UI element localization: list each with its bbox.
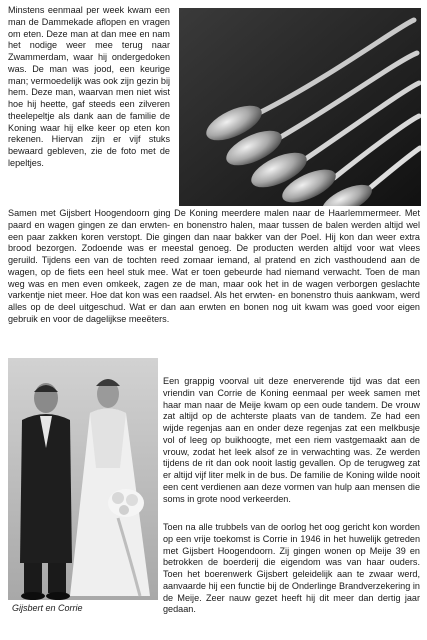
photo-wedding-couple <box>8 358 158 600</box>
text-block-jewish-man <box>8 5 170 170</box>
photo-teaspoons <box>179 8 421 206</box>
paragraph-2: Samen met Gijsbert Hoogendoorn ging De Koning meerdere malen naar de Haarlemmermeer. Met paard en wagen gingen ze dan erwten- en bonenstro halen, maar tussen de balen werden altijd wel een paar zakken koren verstopt. Die gingen dan naar bakker van der Poel. Hij kon dan weer extra brood bezorgen. Zodoende was er meestal genoeg. De producten werden altijd voor wat vlees geruild. Tijdens een van de tochten reed zomaar iemand, al pratend en zich vasthoudend aan de wagen, op de fiets een heel stuk mee. Wat er toen gebeurde had niemand verwacht. Toen de man weg was en men even omkeek, zagen ze de man, maar ook het in de wagen verborgen geslachte varkentje niet meer. Hoe dat kon was een raadsel. Als het erwten- en bonenstro thuis aankwam, werd alles op de deel uitgeschud. Wat er dan aan erwten en bonen nog uit kwam was goed voor eigen gebruik en voor de dagelijkse meeëters. <box>8 208 420 324</box>
paragraph-1: Minstens eenmaal per week kwam een man de Dammekade aflopen en vragen om eten. Deze man at dan mee en nam het nodige weer mee terug naar Zwammerdam, waar hij ondergedoken was. De man was jood, een keurige man; vermoedelijk was ook zijn gezin bij hem. Deze man, waarvan men niet wist hoe hij heette, gaf steeds een zilveren theelepeltje als dank aan de familie de Koning waar hij elke keer op eten kon rekenen. Hiervan zijn er vijf stuks bewaard gebleven, zie de foto met de lepeltjes. <box>8 5 170 168</box>
text-block-haarlemmermeer <box>8 208 420 326</box>
teaspoons-illustration <box>179 8 421 206</box>
text-block-tandem <box>163 376 420 505</box>
photo-caption: Gijsbert en Corrie <box>12 603 83 613</box>
paragraph-4: Toen na alle trubbels van de oorlog het oog gericht kon worden op een vrije toekomst is Corrie in 1946 in het huwelijk getreden met Gijsbert Hoogendoorn. Zij gingen wonen op Meije 39 en betrokken de boerderij die eigendom was van haar ouders. Toen het boerenwerk Gijsbert geleidelijk aan te zwaar werd, aanvaarde hij een functie bij de Onderlinge Brandverzekering in de Meije. Zeer nauw gezet heeft hij dit meer dan dertig jaar gedaan. <box>163 522 420 615</box>
wedding-illustration <box>8 358 158 600</box>
paragraph-3: Een grappig voorval uit deze enerverende tijd was dat een vriendin van Corrie de Koning eenmaal per week samen met haar man naar de Meije kwam op een oude tandem. De vrouw zat altijd op de achterste plaats van de tandem. Ze had een wijde regenjas aan en onder deze regenjas zat een melkbusje vol of leeg op buikhoogte, met een riem vastgemaakt aan de vrouw, zodat het leek alsof ze in verwachting was. Ze werden tijdens de rit dan ook nooit lastig gevallen. Op de terugweg zat er altijd vijf liter melk in de bus. De familie de Koning wilde nooit een cent verdienen aan deze vormen van hulp aan mensen die soms in grote nood verkeerden. <box>163 376 420 504</box>
text-block-marriage <box>163 522 420 616</box>
